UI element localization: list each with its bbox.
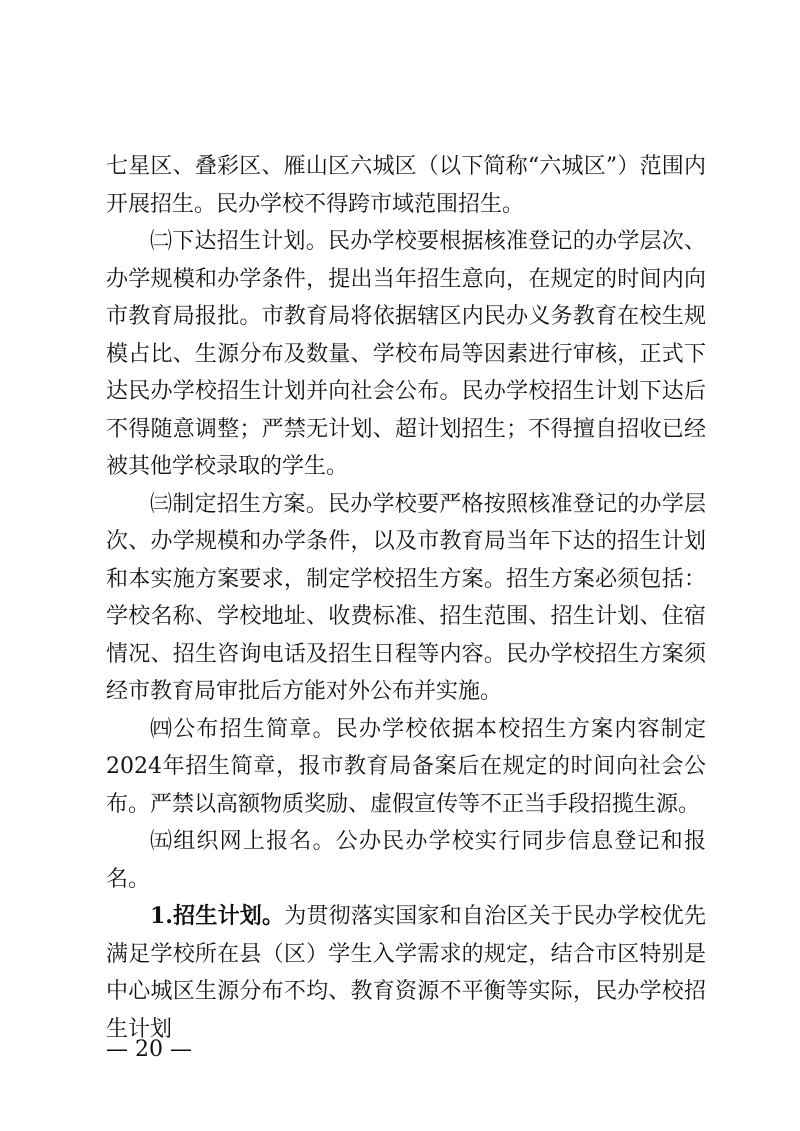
paragraph-heading: ㈡下达招生计划。 (150, 229, 328, 254)
document-body (106, 148, 706, 1048)
paragraph-text: 为贯彻落实国家和自治区关于民办学校优先满足学校所在县（区）学生入学需求的规定，结合市区特别是中心城区生源分布不均、教育资源不平衡等实际，民办学校招生计划 (106, 904, 706, 1042)
paragraph-heading: ㈣公布招生简章。 (150, 716, 336, 742)
paragraph-text: 民办学校依据本校招生方案内容制定2024年招生简章，报市教育局备案后在规定的时间向社会公布。严禁以高额物质奖励、虚假宣传等不正当手段招揽生源。 (106, 716, 706, 817)
paragraph-enrollment-brochure (106, 711, 706, 824)
paragraph-enrollment-plan (106, 223, 706, 486)
paragraph-heading-bold: 1.招生计划。 (150, 903, 285, 929)
paragraph-continuation (106, 148, 706, 223)
paragraph-enrollment-scheme (106, 486, 706, 711)
paragraph-online-registration (106, 823, 706, 898)
page-number: — 20 — (106, 1037, 192, 1062)
paragraph-text: 七星区、叠彩区、雁山区六城区（以下简称“六城区”）范围内开展招生。民办学校不得跨市域范围招生。 (106, 154, 706, 217)
paragraph-heading: ㈤组织网上报名。 (150, 829, 336, 854)
paragraph-plan-detail (106, 898, 706, 1048)
paragraph-text: 民办学校要根据核准登记的办学层次、办学规模和办学条件，提出当年招生意向，在规定的时间内向市教育局报批。市教育局将依据辖区内民办义务教育在校生规模占比、生源分布及数量、学校布局等因素进行审核，正式下达民办学校招生计划并向社会公布。民办学校招生计划下达后不得随意调整；严禁无计划、超计划招生；不得擅自招收已经被其他学校录取的学生。 (106, 229, 706, 479)
paragraph-text: 公办民办学校实行同步信息登记和报名。 (106, 829, 706, 892)
paragraph-heading: ㈢制定招生方案。 (150, 491, 328, 517)
paragraph-text: 民办学校要严格按照核准登记的办学层次、办学规模和办学条件，以及市教育局当年下达的招生计划和本实施方案要求，制定学校招生方案。招生方案必须包括：学校名称、学校地址、收费标准、招生范围、招生计划、住宿情况、招生咨询电话及招生日程等内容。民办学校招生方案须经市教育局审批后方能对外公布并实施。 (106, 491, 706, 704)
